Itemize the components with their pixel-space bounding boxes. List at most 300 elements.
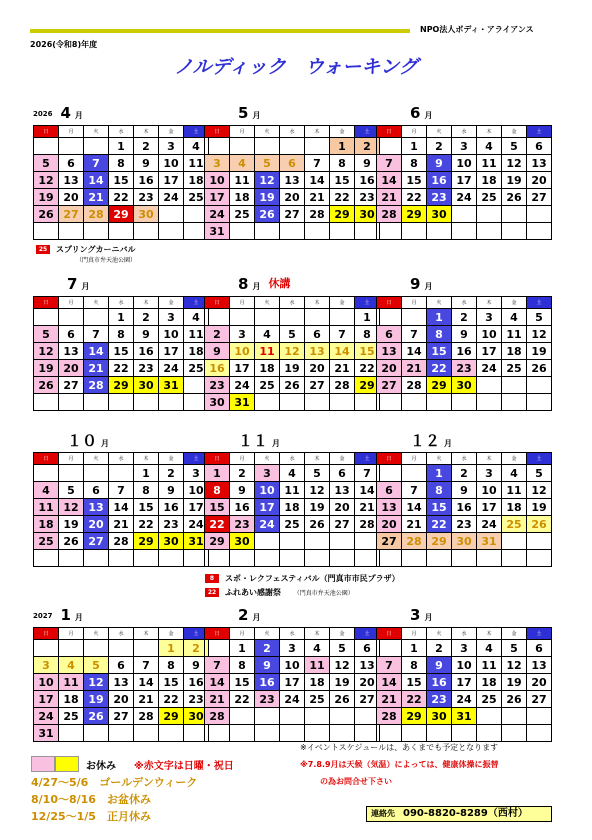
day-cell (377, 394, 402, 411)
weekday-header: 土 (527, 297, 552, 309)
day-cell (477, 223, 502, 240)
weekday-header: 水 (452, 126, 477, 138)
day-cell: 3 (230, 326, 255, 343)
day-cell: 7 (84, 155, 109, 172)
day-cell (59, 465, 84, 482)
day-cell: 19 (59, 516, 84, 533)
day-cell: 22 (402, 691, 427, 708)
day-cell: 21 (402, 360, 427, 377)
day-cell: 4 (34, 482, 59, 499)
day-cell: 12 (84, 674, 109, 691)
day-cell (452, 394, 477, 411)
day-cell: 30 (230, 533, 255, 550)
day-cell: 27 (59, 377, 84, 394)
month-label (376, 605, 432, 624)
day-cell (159, 206, 184, 223)
day-cell (280, 533, 305, 550)
day-cell: 2 (159, 465, 184, 482)
day-cell (34, 550, 59, 567)
day-cell: 10 (205, 172, 230, 189)
day-cell: 25 (502, 516, 527, 533)
day-cell: 15 (427, 343, 452, 360)
day-cell: 4 (502, 465, 527, 482)
day-cell: 28 (377, 206, 402, 223)
weekday-header: 水 (109, 126, 134, 138)
day-cell: 21 (377, 189, 402, 206)
day-cell: 9 (134, 326, 159, 343)
event-day-badge: 8 (205, 574, 219, 583)
day-cell: 26 (527, 360, 552, 377)
day-cell: 28 (355, 516, 380, 533)
weekday-header: 水 (280, 628, 305, 640)
day-cell (502, 533, 527, 550)
day-cell (59, 223, 84, 240)
day-cell: 10 (159, 155, 184, 172)
day-cell: 28 (402, 377, 427, 394)
weekday-header: 火 (84, 126, 109, 138)
day-cell: 29 (427, 377, 452, 394)
legend-pink-swatch (31, 756, 55, 772)
day-cell (255, 550, 280, 567)
day-cell: 22 (109, 360, 134, 377)
holiday-new-year: 12/25～1/5 正月休み (31, 810, 151, 823)
day-cell: 30 (427, 206, 452, 223)
day-cell: 15 (230, 674, 255, 691)
weekday-header: 木 (134, 126, 159, 138)
weekday-header: 火 (255, 453, 280, 465)
day-cell: 6 (355, 640, 380, 657)
day-cell: 20 (280, 189, 305, 206)
weekday-header: 土 (184, 628, 209, 640)
day-cell: 15 (402, 674, 427, 691)
day-cell (452, 725, 477, 742)
day-cell (330, 708, 355, 725)
day-cell (34, 309, 59, 326)
day-cell: 21 (205, 691, 230, 708)
day-cell: 1 (134, 465, 159, 482)
day-cell: 9 (427, 657, 452, 674)
day-cell (427, 394, 452, 411)
weekday-header: 月 (59, 126, 84, 138)
day-cell (305, 309, 330, 326)
day-cell: 1 (427, 465, 452, 482)
weekday-header: 木 (305, 453, 330, 465)
day-cell: 4 (255, 326, 280, 343)
holiday-obon: 8/10～8/16 お盆休み (31, 793, 151, 806)
day-cell: 20 (377, 516, 402, 533)
weekday-header: 火 (255, 628, 280, 640)
day-cell (255, 138, 280, 155)
day-cell: 10 (452, 155, 477, 172)
day-cell: 7 (402, 326, 427, 343)
day-cell: 19 (34, 360, 59, 377)
day-cell: 20 (355, 674, 380, 691)
day-cell (280, 309, 305, 326)
day-cell (452, 206, 477, 223)
day-cell: 5 (330, 640, 355, 657)
day-cell: 6 (59, 326, 84, 343)
day-cell: 22 (355, 360, 380, 377)
month-label (204, 605, 260, 624)
day-cell: 20 (330, 499, 355, 516)
weekday-header: 月 (59, 453, 84, 465)
day-cell: 15 (134, 499, 159, 516)
day-cell: 6 (377, 326, 402, 343)
day-cell: 15 (109, 343, 134, 360)
day-cell (159, 223, 184, 240)
weekday-header: 土 (527, 628, 552, 640)
day-cell: 30 (159, 533, 184, 550)
day-cell: 13 (355, 657, 380, 674)
weekday-header: 水 (109, 453, 134, 465)
day-cell: 8 (134, 482, 159, 499)
day-cell (305, 725, 330, 742)
event-thanks-festival (205, 587, 354, 598)
month-calendar (33, 627, 209, 742)
weekday-header: 日 (205, 453, 230, 465)
day-cell: 28 (84, 377, 109, 394)
day-cell: 9 (159, 482, 184, 499)
day-cell (502, 394, 527, 411)
day-cell: 11 (59, 674, 84, 691)
day-cell (502, 206, 527, 223)
day-cell: 17 (34, 691, 59, 708)
day-cell: 13 (109, 674, 134, 691)
day-cell: 5 (502, 640, 527, 657)
weekday-header: 金 (502, 453, 527, 465)
day-cell: 19 (502, 674, 527, 691)
day-cell: 18 (280, 499, 305, 516)
day-cell: 1 (109, 138, 134, 155)
day-cell: 3 (159, 138, 184, 155)
day-cell: 10 (255, 482, 280, 499)
day-cell: 22 (159, 691, 184, 708)
day-cell: 26 (255, 206, 280, 223)
day-cell: 24 (477, 516, 502, 533)
day-cell: 8 (109, 155, 134, 172)
day-cell: 13 (84, 499, 109, 516)
month-number: １２ (410, 432, 441, 450)
day-cell: 26 (84, 708, 109, 725)
weekday-header: 金 (330, 126, 355, 138)
day-cell: 29 (159, 708, 184, 725)
day-cell (330, 223, 355, 240)
day-cell (159, 394, 184, 411)
day-cell: 29 (134, 533, 159, 550)
weekday-header: 日 (205, 297, 230, 309)
day-cell: 2 (230, 465, 255, 482)
day-cell (527, 206, 552, 223)
weekday-header: 月 (402, 628, 427, 640)
day-cell (477, 708, 502, 725)
day-cell (230, 550, 255, 567)
day-cell: 16 (355, 172, 380, 189)
day-cell (330, 550, 355, 567)
day-cell (502, 223, 527, 240)
month-number: １０ (67, 432, 98, 450)
day-cell: 29 (402, 708, 427, 725)
day-cell: 3 (34, 657, 59, 674)
weekday-header: 水 (452, 628, 477, 640)
day-cell (305, 223, 330, 240)
day-cell: 11 (34, 499, 59, 516)
day-cell (59, 640, 84, 657)
schedule-note: ※イベントスケジュールは、あくまでも予定となります (300, 743, 499, 752)
day-cell (402, 394, 427, 411)
day-cell: 30 (205, 394, 230, 411)
day-cell: 27 (355, 691, 380, 708)
day-cell (305, 550, 330, 567)
day-cell: 19 (280, 360, 305, 377)
day-cell: 3 (255, 465, 280, 482)
day-cell (527, 708, 552, 725)
weekday-header: 火 (427, 628, 452, 640)
day-cell: 29 (402, 206, 427, 223)
day-cell: 19 (34, 189, 59, 206)
day-cell: 16 (427, 674, 452, 691)
day-cell: 1 (159, 640, 184, 657)
day-cell (59, 725, 84, 742)
weekday-header: 木 (134, 297, 159, 309)
day-cell: 23 (184, 691, 209, 708)
day-cell: 10 (452, 657, 477, 674)
day-cell (84, 309, 109, 326)
day-cell: 8 (159, 657, 184, 674)
day-cell (330, 533, 355, 550)
day-cell: 26 (305, 516, 330, 533)
day-cell: 10 (230, 343, 255, 360)
day-cell: 21 (402, 516, 427, 533)
day-cell: 3 (452, 640, 477, 657)
weekday-header: 木 (134, 453, 159, 465)
day-cell: 20 (527, 674, 552, 691)
day-cell (84, 640, 109, 657)
day-cell: 21 (355, 499, 380, 516)
day-cell: 11 (502, 326, 527, 343)
day-cell: 18 (477, 674, 502, 691)
day-cell (109, 640, 134, 657)
day-cell: 26 (502, 189, 527, 206)
month-unit: 月 (272, 439, 281, 448)
day-cell: 4 (280, 465, 305, 482)
weekday-header: 日 (377, 126, 402, 138)
day-cell: 17 (255, 499, 280, 516)
day-cell: 11 (477, 155, 502, 172)
day-cell: 24 (230, 377, 255, 394)
month-number: １１ (238, 432, 269, 450)
day-cell: 9 (355, 155, 380, 172)
day-cell: 25 (230, 206, 255, 223)
day-cell (280, 138, 305, 155)
day-cell: 12 (280, 343, 305, 360)
day-cell: 27 (109, 708, 134, 725)
day-cell: 19 (330, 674, 355, 691)
day-cell: 25 (255, 377, 280, 394)
day-cell: 10 (477, 326, 502, 343)
organization-name: NPO法人ボディ・アライアンス (420, 25, 534, 34)
day-cell: 30 (355, 206, 380, 223)
legend-yellow-swatch (55, 756, 79, 772)
day-cell (527, 550, 552, 567)
day-cell: 12 (255, 172, 280, 189)
fiscal-year: 2026(令和8)年度 (30, 40, 98, 49)
day-cell (377, 223, 402, 240)
year-label: 2027 (33, 612, 53, 620)
month-number: 4 (60, 104, 71, 122)
month-number: 1 (60, 606, 71, 624)
day-cell (109, 465, 134, 482)
day-cell (230, 223, 255, 240)
weekday-header: 日 (377, 453, 402, 465)
day-cell: 21 (134, 691, 159, 708)
day-cell: 31 (452, 708, 477, 725)
weekday-header: 月 (230, 297, 255, 309)
day-cell: 17 (452, 674, 477, 691)
day-cell (305, 138, 330, 155)
weekday-header: 日 (205, 126, 230, 138)
weekday-header: 火 (427, 453, 452, 465)
day-cell (477, 550, 502, 567)
weekday-header: 土 (184, 453, 209, 465)
day-cell: 28 (377, 708, 402, 725)
day-cell: 13 (305, 343, 330, 360)
day-cell (255, 708, 280, 725)
year-label: 2026 (33, 110, 53, 118)
day-cell: 26 (59, 533, 84, 550)
day-cell (402, 725, 427, 742)
day-cell: 12 (34, 343, 59, 360)
day-cell (134, 550, 159, 567)
weekday-header: 水 (280, 297, 305, 309)
day-cell: 18 (59, 691, 84, 708)
day-cell: 13 (280, 172, 305, 189)
day-cell (330, 394, 355, 411)
day-cell: 13 (59, 343, 84, 360)
day-cell: 16 (255, 674, 280, 691)
weekday-header: 水 (109, 297, 134, 309)
day-cell: 31 (477, 533, 502, 550)
day-cell: 24 (452, 189, 477, 206)
day-cell (402, 465, 427, 482)
day-cell: 14 (377, 674, 402, 691)
day-cell (59, 309, 84, 326)
day-cell: 6 (527, 138, 552, 155)
day-cell: 27 (330, 516, 355, 533)
day-cell: 22 (427, 516, 452, 533)
day-cell: 4 (230, 155, 255, 172)
month-label (33, 430, 109, 451)
day-cell (134, 640, 159, 657)
day-cell: 9 (205, 343, 230, 360)
day-cell: 14 (377, 172, 402, 189)
day-cell (159, 725, 184, 742)
day-cell: 6 (305, 326, 330, 343)
day-cell: 18 (305, 674, 330, 691)
day-cell: 23 (255, 691, 280, 708)
month-unit: 月 (101, 439, 110, 448)
weekday-header: 月 (402, 126, 427, 138)
day-cell: 20 (59, 189, 84, 206)
day-cell (109, 223, 134, 240)
weekday-header: 木 (134, 628, 159, 640)
day-cell: 21 (109, 516, 134, 533)
day-cell (527, 394, 552, 411)
day-cell: 16 (452, 499, 477, 516)
weekday-header: 月 (230, 453, 255, 465)
day-cell: 8 (402, 657, 427, 674)
day-cell: 24 (184, 516, 209, 533)
day-cell: 19 (527, 499, 552, 516)
day-cell: 14 (205, 674, 230, 691)
day-cell: 27 (527, 691, 552, 708)
month-unit: 月 (252, 613, 261, 622)
weekday-header: 金 (159, 126, 184, 138)
day-cell: 22 (109, 189, 134, 206)
day-cell (59, 550, 84, 567)
weekday-header: 金 (330, 453, 355, 465)
day-cell (402, 550, 427, 567)
day-cell: 7 (330, 326, 355, 343)
day-cell (377, 550, 402, 567)
day-cell: 13 (527, 657, 552, 674)
day-cell: 8 (402, 155, 427, 172)
weekday-header: 火 (255, 297, 280, 309)
day-cell: 5 (280, 326, 305, 343)
month-label (204, 430, 280, 451)
day-cell: 26 (34, 377, 59, 394)
day-cell: 17 (477, 499, 502, 516)
day-cell: 20 (109, 691, 134, 708)
day-cell (427, 725, 452, 742)
month-unit: 月 (252, 282, 261, 291)
event-place-text: （門真市弁天池公園） (76, 257, 137, 264)
day-cell: 1 (355, 309, 380, 326)
day-cell (255, 533, 280, 550)
day-cell: 11 (184, 155, 209, 172)
day-cell: 27 (305, 377, 330, 394)
day-cell: 14 (355, 482, 380, 499)
day-cell (452, 550, 477, 567)
day-cell: 10 (280, 657, 305, 674)
day-cell (502, 708, 527, 725)
day-cell: 1 (402, 138, 427, 155)
weekday-header: 日 (377, 297, 402, 309)
day-cell: 26 (527, 516, 552, 533)
day-cell: 4 (305, 640, 330, 657)
day-cell: 20 (527, 172, 552, 189)
day-cell: 7 (377, 155, 402, 172)
day-cell (34, 394, 59, 411)
day-cell: 8 (230, 657, 255, 674)
day-cell: 21 (377, 691, 402, 708)
day-cell (280, 708, 305, 725)
weather-note-2: の為お問合せ下さい (320, 777, 392, 786)
day-cell (255, 394, 280, 411)
day-cell: 8 (427, 326, 452, 343)
weekday-header: 木 (477, 628, 502, 640)
day-cell: 6 (59, 155, 84, 172)
day-cell (255, 725, 280, 742)
day-cell: 23 (452, 360, 477, 377)
day-cell (109, 394, 134, 411)
weekday-header: 水 (280, 126, 305, 138)
day-cell: 2 (427, 138, 452, 155)
day-cell: 17 (452, 172, 477, 189)
day-cell: 30 (184, 708, 209, 725)
day-cell: 31 (159, 377, 184, 394)
day-cell: 30 (452, 533, 477, 550)
day-cell: 24 (477, 360, 502, 377)
